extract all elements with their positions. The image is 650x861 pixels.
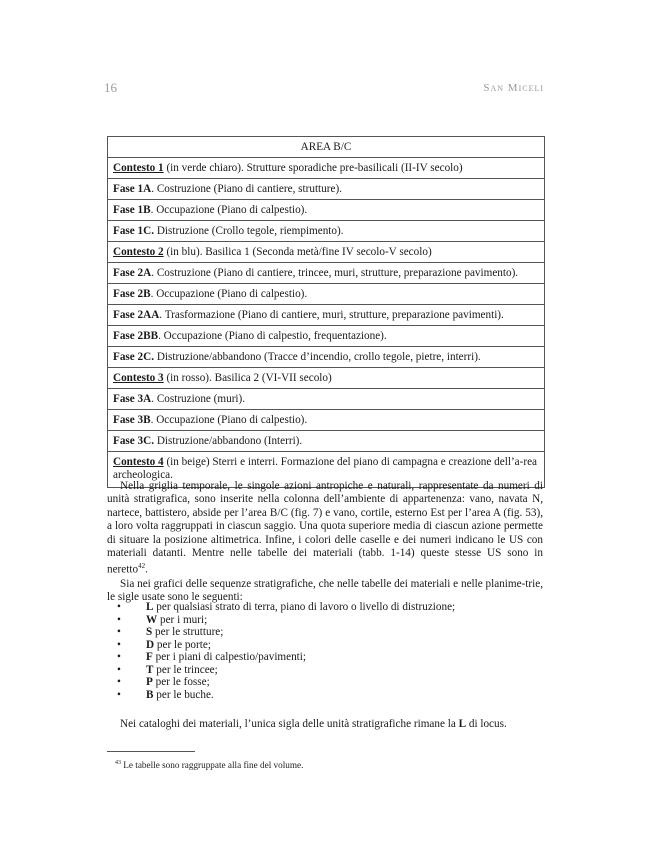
bullet-icon: • xyxy=(117,676,121,688)
phase-label: Fase 2C. xyxy=(113,350,155,363)
row-text: . Occupazione (Piano di calpestio). xyxy=(150,413,308,426)
bullet-icon: • xyxy=(117,688,121,701)
table-title-row xyxy=(108,137,545,158)
abbreviation-list xyxy=(117,601,455,701)
list-item xyxy=(117,689,455,702)
row-text: (in verde chiaro). Strutture sporadiche pre-basilicali (II-IV secolo) xyxy=(163,161,463,174)
abbreviation-desc: per le porte; xyxy=(154,638,211,651)
row-text: . Occupazione (Piano di calpestio, frequentazione). xyxy=(158,329,387,342)
phase-label: Fase 2B xyxy=(113,287,151,300)
abbreviation-desc: per i muri; xyxy=(157,613,208,626)
paragraph: Sia nei grafici delle sequenze stratigrafiche, che nelle tabelle dei materiali e nelle planime-trie, le sigle usate sono le seguenti: xyxy=(107,577,543,603)
table-row xyxy=(108,263,545,284)
paragraph-text: Nella griglia temporale, le singole azioni antropiche e naturali, rappresentate da numeri di unità stratigrafica, sono inserite nella colonna dell’ambiente di appartenenza: vano, navata N, nartece, battistero, abside per l’area B/C (fig. 7) e vano, cortile, esterno Est per l’area A (fig. 53), a loro volta raggruppati in ciascun saggio. Una quota superiore media di ciascun azione permette di situare la posizione altimetrica. Infine, i colori delle caselle e dei numeri indicano le US con materiali datanti. Mentre nelle tabelle dei materiali (tabb. 1-14) queste stesse US sono in neretto xyxy=(107,480,543,577)
row-text: Distruzione (Crollo tegole, riempimento). xyxy=(154,224,344,237)
phase-label: Fase 3A xyxy=(113,392,152,405)
footnote-text: Le tabelle sono raggruppate alla fine del volume. xyxy=(121,760,304,771)
closing-paragraph xyxy=(107,718,543,731)
abbreviation-code: L xyxy=(458,718,467,730)
row-text: . Costruzione (Piano di cantiere, strutture). xyxy=(151,182,342,195)
context-label: Contesto 1 xyxy=(113,161,164,174)
row-text: . Occupazione (Piano di calpestio). xyxy=(150,203,308,216)
table-row xyxy=(108,347,545,368)
paragraph-end: . xyxy=(145,564,148,577)
phase-label: Fase 3C. xyxy=(113,434,155,447)
abbreviation-code: B xyxy=(146,688,154,701)
abbreviation-code: F xyxy=(146,651,153,663)
row-text: Distruzione/abbandono (Tracce d’incendio, crollo tegole, pietre, interri). xyxy=(154,350,481,363)
footnote xyxy=(115,760,303,770)
abbreviation-desc: per i piani di calpestio/pavimenti; xyxy=(152,651,307,663)
row-text: . Costruzione (muri). xyxy=(151,392,246,405)
table-row xyxy=(108,179,545,200)
list-item xyxy=(117,664,455,677)
table-row xyxy=(108,389,545,410)
bullet-icon: • xyxy=(117,601,121,613)
table-title: AREA B/C xyxy=(108,137,545,158)
list-item xyxy=(117,626,455,639)
bullet-icon: • xyxy=(117,638,121,651)
running-head: San Miceli xyxy=(483,82,544,94)
page-number: 16 xyxy=(104,80,117,95)
phase-label: Fase 1A xyxy=(113,182,152,195)
table-row xyxy=(108,368,545,389)
abbreviation-code: S xyxy=(146,626,153,638)
footnote-divider xyxy=(107,751,195,752)
context-label: Contesto 2 xyxy=(113,245,164,258)
bullet-icon: • xyxy=(117,626,121,638)
row-text: (in beige) Sterri e interri. Formazione del piano di campagna e creazione dell’a-rea archeologica. xyxy=(113,456,538,481)
table-row xyxy=(108,200,545,221)
list-item xyxy=(117,601,455,614)
table-row xyxy=(108,431,545,452)
paragraph-text: Nei cataloghi dei materiali, l’unica sigla delle unità stratigrafiche rimane la xyxy=(120,718,459,730)
paragraph-text: di locus. xyxy=(466,718,507,730)
list-item xyxy=(117,651,455,664)
footnote-number: 43 xyxy=(115,760,121,766)
phase-label: Fase 2BB xyxy=(113,329,159,342)
row-text: . Costruzione (Piano di cantiere, trincee, muri, strutture, preparazione pavimento). xyxy=(151,266,519,279)
abbreviation-code: L xyxy=(146,601,154,613)
table-row xyxy=(108,284,545,305)
row-text: . Trasformazione (Piano di cantiere, muri, strutture, preparazione pavimenti). xyxy=(159,308,504,321)
row-text: Distruzione/abbandono (Interri). xyxy=(154,434,303,447)
abbreviation-code: T xyxy=(146,663,154,676)
list-item xyxy=(117,676,455,689)
table-row xyxy=(108,305,545,326)
list-item xyxy=(117,614,455,627)
phase-label: Fase 1C. xyxy=(113,224,155,237)
table-row xyxy=(108,326,545,347)
paragraph xyxy=(107,718,543,731)
phase-label: Fase 2A xyxy=(113,266,152,279)
abbreviation-desc: per le buche. xyxy=(153,688,214,701)
area-table xyxy=(107,136,545,488)
bullet-icon: • xyxy=(117,613,121,626)
abbreviation-desc: per le strutture; xyxy=(152,626,224,638)
table-row xyxy=(108,158,545,179)
context-label: Contesto 3 xyxy=(113,371,164,384)
body-text xyxy=(107,480,543,604)
row-text: (in blu). Basilica 1 (Seconda metà/fine IV secolo-V secolo) xyxy=(163,245,432,258)
abbreviation-code: W xyxy=(146,613,158,626)
table-row xyxy=(108,221,545,242)
abbreviation-desc: per le fosse; xyxy=(152,676,210,688)
list-item xyxy=(117,639,455,652)
footnote-reference[interactable]: 42 xyxy=(138,562,146,571)
bullet-icon: • xyxy=(117,663,121,676)
table-row xyxy=(108,410,545,431)
row-text: . Occupazione (Piano di calpestio). xyxy=(150,287,308,300)
table-row xyxy=(108,242,545,263)
phase-label: Fase 2AA xyxy=(113,308,160,321)
phase-label: Fase 1B xyxy=(113,203,151,216)
context-label: Contesto 4 xyxy=(113,456,164,468)
bullet-icon: • xyxy=(117,651,121,663)
row-text: (in rosso). Basilica 2 (VI-VII secolo) xyxy=(163,371,332,384)
paragraph xyxy=(107,480,543,578)
phase-label: Fase 3B xyxy=(113,413,151,426)
abbreviation-desc: per qualsiasi strato di terra, piano di lavoro o livello di distruzione; xyxy=(153,601,456,613)
abbreviation-desc: per le trincee; xyxy=(153,663,218,676)
abbreviation-code: D xyxy=(146,638,155,651)
abbreviation-code: P xyxy=(146,676,153,688)
